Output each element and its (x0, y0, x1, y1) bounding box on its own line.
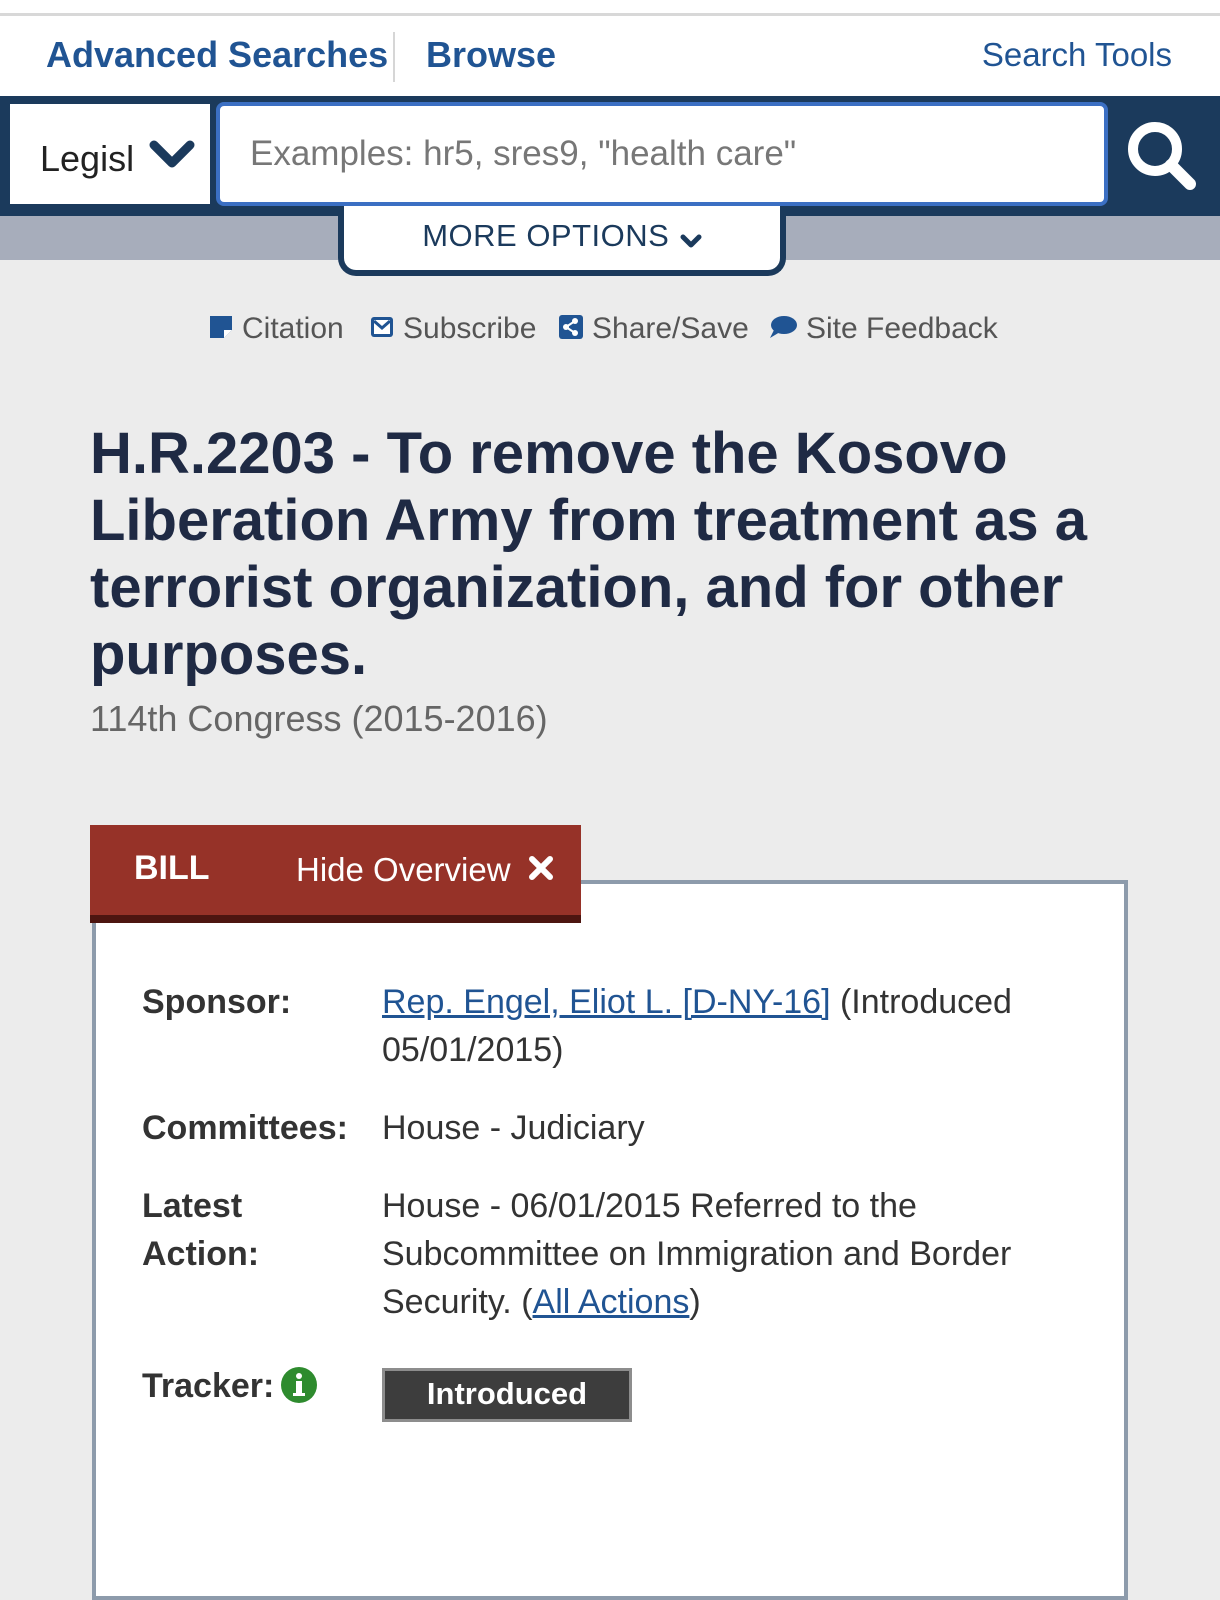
sponsor-introduced: (Introduced 05/01/2015) (382, 983, 1012, 1069)
search-bar (0, 96, 1220, 216)
info-icon[interactable] (280, 1366, 318, 1404)
search-icon[interactable] (1122, 116, 1202, 196)
committees-value: House - Judiciary (382, 1109, 645, 1147)
site-feedback-label: Site Feedback (806, 312, 998, 345)
tracker-label: Tracker: (142, 1367, 275, 1405)
citation-icon (208, 314, 234, 340)
more-options-label: MORE OPTIONS (422, 218, 670, 253)
latest-action-text: House - 06/01/2015 Referred to the Subcommittee on Immigration and Border Security. ( (382, 1187, 1012, 1321)
bill-title: H.R.2203 - To remove the Kosovo Liberation Army from treatment as a terrorist organization, and for other purposes. (90, 421, 1087, 687)
hide-overview-label: Hide Overview (296, 851, 511, 888)
bill-tab-label: BILL (134, 849, 210, 887)
share-save-label: Share/Save (592, 312, 749, 345)
tools-bar (0, 312, 1220, 352)
collection-select[interactable] (10, 104, 210, 204)
all-actions-link[interactable]: All Actions (532, 1283, 690, 1321)
search-input[interactable] (216, 102, 1108, 206)
committees-label: Committees: (142, 1109, 348, 1147)
subscribe-label: Subscribe (403, 312, 537, 345)
latest-action-label-line2: Action: (142, 1235, 260, 1273)
bill-tab (90, 825, 581, 923)
search-tools-link[interactable]: Search Tools (981, 36, 1172, 73)
hide-overview-button[interactable] (296, 851, 554, 889)
chevron-down-icon (680, 234, 702, 250)
latest-action-label (142, 1182, 259, 1278)
site-feedback-button[interactable] (768, 312, 998, 352)
tracker-status-introduced: Introduced (382, 1368, 632, 1422)
latest-action-close: ) (689, 1283, 701, 1321)
advanced-searches-link[interactable]: Advanced Searches (46, 34, 389, 75)
close-icon (528, 855, 554, 881)
envelope-icon (369, 314, 395, 340)
top-navigation (0, 16, 1220, 96)
sponsor-value (382, 978, 1072, 1074)
latest-action-value (382, 1182, 1072, 1326)
share-icon (558, 314, 584, 340)
browse-link[interactable]: Browse (426, 34, 557, 75)
sponsor-link[interactable]: Rep. Engel, Eliot L. [D-NY-16] (382, 983, 831, 1021)
latest-action-label-line1: Latest (142, 1187, 243, 1225)
citation-button[interactable] (208, 312, 344, 352)
comment-icon (768, 314, 798, 340)
top-rule (0, 0, 1220, 16)
collection-select-value: Legisl (40, 138, 135, 179)
subscribe-button[interactable] (369, 312, 536, 352)
more-options-button[interactable] (338, 206, 786, 276)
share-save-button[interactable] (558, 312, 749, 352)
chevron-down-icon (148, 138, 196, 172)
congress-label: 114th Congress (2015-2016) (90, 698, 548, 739)
sponsor-label: Sponsor: (142, 983, 292, 1021)
nav-divider (393, 32, 395, 82)
citation-label: Citation (242, 312, 344, 345)
